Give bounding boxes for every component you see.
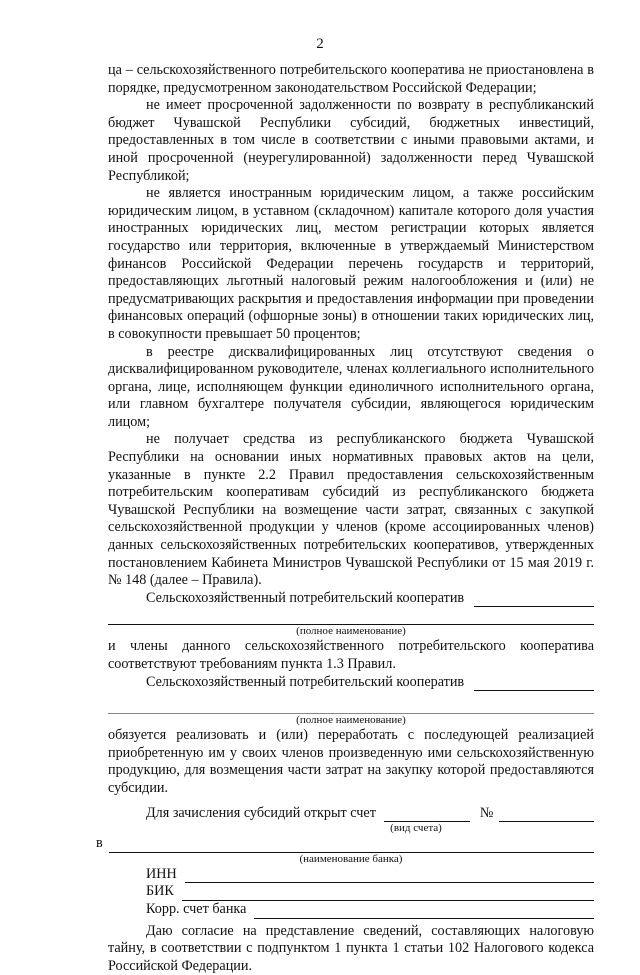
inn-label: ИНН (146, 865, 177, 882)
bank-name-field[interactable] (109, 839, 594, 853)
coop-name-field-2[interactable] (474, 677, 594, 691)
paragraph-2: не имеет просроченной задолженности по возврату в республиканский бюджет Чувашской Республики субсидий, бюджетных инвестиций, предоставленных в том числе в соответствии с иными правовыми актами, и иной просроченной (неурегулированной) задолженности перед Чувашской Республикой; (108, 97, 594, 184)
corr-account-row (108, 901, 594, 919)
account-label: Для зачисления субсидий открыт счет (146, 804, 376, 821)
in-label: в (96, 835, 103, 852)
coop-name-field-1[interactable] (474, 593, 594, 607)
caption-full-name-2: (полное наименование) (296, 714, 406, 727)
coop-name-row-2 (108, 674, 594, 692)
bik-field[interactable] (182, 887, 594, 901)
paragraph-5: не получает средства из республиканского бюджета Чувашской Республики на основании иных нормативных правовых актов на цели, указанные в пункте 2.2 Правил предоставления сельскохозяйственным потребительским кооперативам субсидий из республиканского бюджета Чувашской Республики на возмещение части затрат, связанных с закупкой сельскохозяйственной продукции у членов (кроме ассоциированных членов) данных сельскохозяйственных потребительских кооперативов, утвержденных постановлением Кабинета Министров Чувашской Республики от 15 мая 2019 г. № 148 (далее – Правила). (108, 431, 594, 589)
document-body (96, 62, 594, 975)
caption-account-type: (вид счета) (390, 822, 442, 835)
inn-row (108, 866, 594, 884)
paragraph-6: и члены данного сельскохозяйственного потребительского кооператива соответствуют требованиям пункта 1.3 Правил. (108, 638, 594, 672)
account-row (108, 805, 594, 823)
paragraph-3: не является иностранным юридическим лицом, а также российским юридическим лицом, в уставном (складочном) капитале которого доля участия иностранных юридических лиц, местом регистрации которых является государство или территория, включенные в утверждаемый Министерством финансов Российской Федерации перечень государств и территорий, предоставляющих льготный налоговый режим налогообложения и (или) не предусматривающих раскрытия и предоставления информации при проведении финансовых операций (офшорные зоны) в отношении таких юридических лиц, в совокупности превышает 50 процентов; (108, 185, 594, 342)
bik-label: БИК (146, 883, 174, 900)
caption-full-name-1: (полное наименование) (296, 625, 406, 638)
number-sign: № (479, 804, 494, 821)
corr-account-field[interactable] (254, 905, 594, 919)
corr-label: Корр. счет банка (146, 900, 247, 917)
bank-row (96, 835, 594, 853)
page-number: 2 (316, 36, 324, 52)
inn-field[interactable] (185, 869, 594, 883)
coop-label-2: Сельскохозяйственный потребительский кооператив (146, 673, 465, 690)
paragraph-7: обязуется реализовать и (или) переработать с последующей реализацией приобретенную им у своих членов произведенную ими сельскохозяйственную продукцию, для возмещения части затрат на закупку которой предоставляются субсидии. (108, 727, 594, 796)
coop-name-field-2-continuation[interactable] (108, 691, 594, 714)
paragraph-4: в реестре дисквалифицированных лиц отсутствуют сведения о дисквалифицированном руководителе, членах коллегиального исполнительного органа, лице, исполняющем функции единоличного исполнительного органа, или главном бухгалтере получателя субсидии, являющегося юридическим лицом; (108, 343, 594, 430)
bik-row (108, 883, 594, 901)
account-number-field[interactable] (499, 808, 594, 822)
paragraph-1: ца – сельскохозяйственного потребительского кооператива не приостановлена в порядке, предусмотренном законодательством Российской Федерации; (108, 62, 594, 96)
coop-label-1: Сельскохозяйственный потребительский кооператив (146, 589, 465, 606)
coop-name-row-1 (108, 590, 594, 608)
account-type-field[interactable] (384, 808, 470, 822)
caption-bank-name: (наименование банка) (299, 852, 403, 865)
coop-name-field-1-continuation[interactable] (108, 607, 594, 625)
paragraph-8: Даю согласие на представление сведений, составляющих налоговую тайну, в соответствии с подпунктом 1 пункта 1 статьи 102 Налогового кодекса Российской Федерации. (108, 922, 594, 974)
